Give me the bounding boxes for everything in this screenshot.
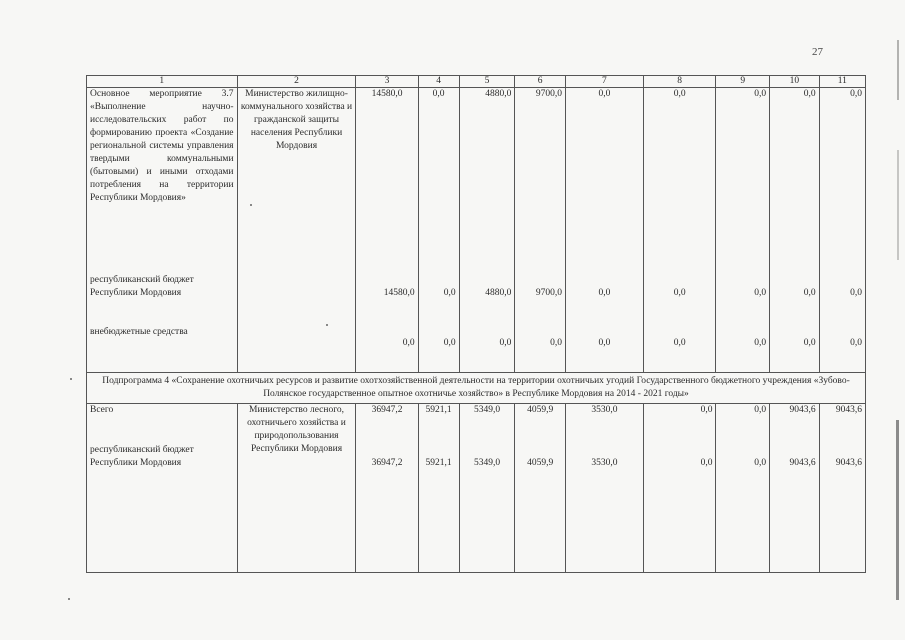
budget-value: 5921,1 (425, 458, 452, 468)
total-value: 3530,0 (591, 405, 618, 415)
col-num-5: 5 (459, 76, 515, 88)
total-value: 9043,6 (835, 405, 862, 415)
col-num-8: 8 (643, 76, 716, 88)
budget-table (86, 75, 866, 573)
offbudget-value: 0,0 (803, 338, 816, 348)
col-num-3: 3 (356, 76, 418, 88)
total-value: 9700,0 (535, 89, 562, 99)
col-num-11: 11 (819, 76, 865, 88)
activity-name: Основное мероприятие 3.7 «Выполнение научно-исследовательских работ по формированию проекта «Создание региональной системы управления твердыми коммунальными (бытовыми) и иными отходами потребления на территории Республики Мордовия» (90, 89, 234, 203)
budget-value: 9043,6 (789, 458, 816, 468)
budget-value: 5349,0 (473, 458, 501, 468)
col-num-10: 10 (770, 76, 819, 88)
budget-value: 36947,2 (371, 458, 403, 468)
offbudget-value: 0,0 (443, 338, 456, 348)
budget-value: 0,0 (754, 458, 767, 468)
col-num-6: 6 (515, 76, 566, 88)
offbudget-value: 0,0 (550, 338, 562, 348)
total-value: 4880,0 (485, 89, 512, 99)
scan-speck (250, 204, 252, 206)
total-value: 0,0 (754, 89, 767, 99)
executor-name: Министерство лесного, охотничьего хозяйства и природопользования Республики Мордовия (247, 405, 346, 454)
budget-value: 3530,0 (591, 458, 618, 468)
budget-source-label: республиканский бюджет Республики Мордовия (90, 445, 194, 468)
offbudget-value: 0,0 (673, 338, 686, 348)
total-value: 0,0 (850, 89, 862, 99)
offbudget-value: 0,0 (499, 338, 512, 348)
total-value: 36947,2 (371, 405, 403, 415)
total-value: 0,0 (700, 405, 713, 415)
budget-value: 0,0 (700, 458, 713, 468)
scan-speck (326, 324, 328, 326)
budget-value: 0,0 (850, 288, 862, 298)
col-num-7: 7 (565, 76, 643, 88)
total-value: 9043,6 (789, 405, 816, 415)
total-value: 0,0 (803, 89, 816, 99)
scan-speck (70, 378, 72, 380)
budget-value: 0,0 (673, 288, 686, 298)
total-value: 0,0 (432, 89, 445, 99)
budget-value: 0,0 (598, 288, 611, 298)
offbudget-value: 0,0 (598, 338, 611, 348)
total-label: Всего (90, 405, 114, 415)
budget-value: 0,0 (803, 288, 816, 298)
scan-edge-mark (897, 150, 899, 260)
scan-speck (68, 598, 70, 600)
offbudget-value: 0,0 (754, 338, 767, 348)
page-number: 27 (812, 46, 823, 58)
col-num-1: 1 (87, 76, 238, 88)
subprogram-row (87, 373, 866, 404)
scan-edge-mark (896, 420, 899, 600)
offbudget-source-label: внебюджетные средства (90, 327, 188, 337)
budget-value: 4059,9 (527, 458, 554, 468)
total-value: 0,0 (754, 405, 767, 415)
budget-value: 9700,0 (535, 288, 562, 298)
total-value: 4059,9 (527, 405, 554, 415)
subprogram-total-row (87, 404, 866, 573)
budget-value: 14580,0 (383, 288, 415, 298)
total-value: 0,0 (673, 89, 686, 99)
col-num-4: 4 (418, 76, 459, 88)
total-value: 5349,0 (473, 405, 501, 415)
activity-3-7-row (87, 88, 866, 373)
budget-source-label: республиканский бюджет Республики Мордовия (90, 275, 194, 298)
column-number-row (87, 76, 866, 88)
offbudget-value: 0,0 (402, 338, 415, 348)
total-value: 0,0 (598, 89, 611, 99)
col-num-9: 9 (716, 76, 770, 88)
subprogram-title: Подпрограмма 4 «Сохранение охотничьих ресурсов и развитие охотхозяйственной деятельности на территории охотничьих угодий Государственного бюджетного учреждения «Зубово-Полянское государственное опытное охотничье хозяйство» в Республике Мордовия на 2014 - 2021 годы» (102, 376, 850, 399)
budget-value: 0,0 (754, 288, 767, 298)
budget-value: 0,0 (443, 288, 456, 298)
offbudget-value: 0,0 (850, 338, 862, 348)
col-num-2: 2 (237, 76, 356, 88)
total-value: 14580,0 (371, 89, 403, 99)
scan-edge-mark (897, 40, 899, 100)
total-value: 5921,1 (425, 405, 452, 415)
executor-name: Министерство жилищно-коммунального хозяйства и гражданской защиты населения Республики Мордовия (240, 89, 353, 151)
budget-value: 4880,0 (485, 288, 512, 298)
budget-value: 9043,6 (835, 458, 862, 468)
